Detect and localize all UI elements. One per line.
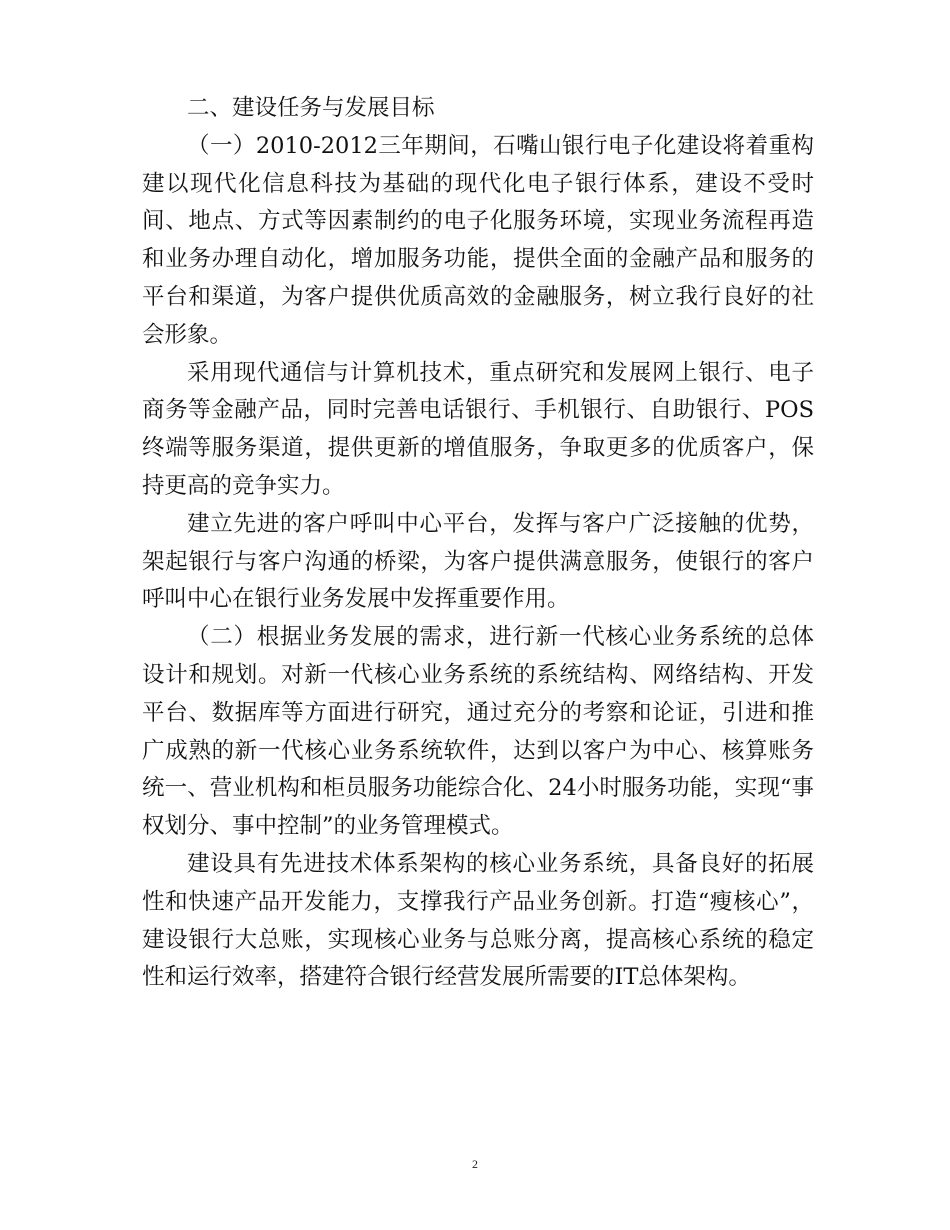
page-number: 2 [472,1157,478,1171]
document-page [142,90,814,997]
paragraph-core-system: 建设具有先进技术体系架构的核心业务系统，具备良好的拓展性和快速产品开发能力，支撑我行产品业务创新。打造“瘦核心”，建设银行大总账，实现核心业务与总账分离，提高核心系统的稳定性和运行效率，搭建符合银行经营发展所需要的IT总体架构。 [142,850,814,991]
paragraph-channels: 采用现代通信与计算机技术，重点研究和发展网上银行、电子商务等金融产品，同时完善电话银行、手机银行、自助银行、POS终端等服务渠道，提供更新的增值服务，争取更多的优质客户，保持更高的竞争实力。 [142,359,814,499]
paragraph-call-center: 建立先进的客户呼叫中心平台，发挥与客户广泛接触的优势，架起银行与客户沟通的桥梁，为客户提供满意服务，使银行的客户呼叫中心在银行业务发展中发挥重要作用。 [142,510,814,613]
section-heading: 二、建设任务与发展目标 [187,95,435,121]
paragraph-goal-one: （一）2010-2012三年期间，石嘴山银行电子化建设将着重构建以现代化信息科技为基础的现代化电子银行体系，建设不受时间、地点、方式等因素制约的电子化服务环境，实现业务流程再造和业务办理自动化，增加服务功能，提供全面的金融产品和服务的平台和渠道，为客户提供优质高效的金融服务，树立我行良好的社会形象。 [142,132,814,348]
paragraph-goal-two: （二）根据业务发展的需求，进行新一代核心业务系统的总体设计和规划。对新一代核心业务系统的系统结构、网络结构、开发平台、数据库等方面进行研究，通过充分的考察和论证，引进和推广成熟的新一代核心业务系统软件，达到以客户为中心、核算账务统一、营业机构和柜员服务功能综合化、24小时服务功能，实现“事权划分、事中控制”的业务管理模式。 [142,624,814,840]
